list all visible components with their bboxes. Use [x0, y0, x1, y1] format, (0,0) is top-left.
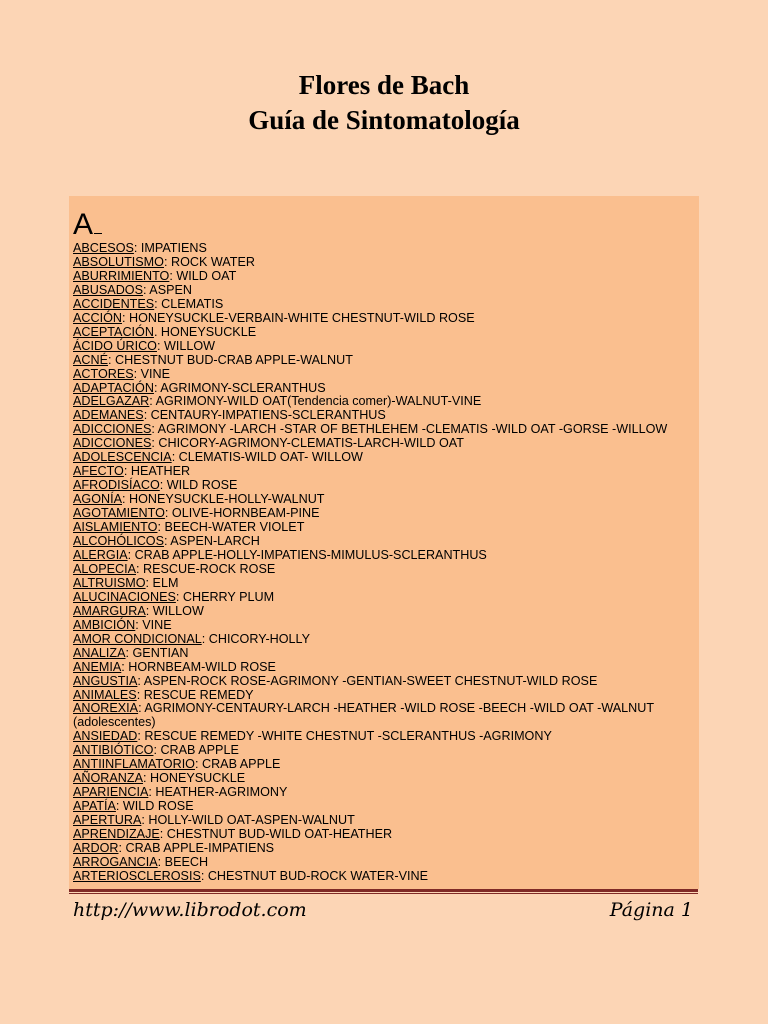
- entry-row: [73, 716, 697, 730]
- entry-remedies: : CHICORY-AGRIMONY-CLEMATIS-LARCH-WILD OAT: [151, 436, 464, 451]
- entry-remedies: : ASPEN-LARCH: [163, 534, 260, 549]
- entry-remedies: : WILD OAT: [169, 268, 237, 283]
- entry-term[interactable]: APARIENCIA: [73, 785, 149, 800]
- entry-row: [73, 395, 697, 409]
- entry-remedies: : WILLOW: [156, 338, 216, 353]
- entry-row: [73, 633, 697, 647]
- entry-row: [73, 856, 697, 870]
- section-letter-underscore: [94, 233, 102, 234]
- entry-term[interactable]: AMBICIÓN: [73, 617, 136, 632]
- entry-term[interactable]: ADICCIONES: [73, 436, 152, 451]
- entry-row: [73, 535, 697, 549]
- entry-remedies: : CHESTNUT BUD-WILD OAT-HEATHER: [159, 827, 393, 842]
- entry-row: [73, 423, 697, 437]
- entry-term[interactable]: ANALIZA: [73, 645, 126, 660]
- entry-row: [73, 437, 697, 451]
- entry-remedies: (adolescentes): [73, 715, 156, 730]
- entry-row: [73, 647, 697, 661]
- entry-remedies: : RESCUE REMEDY: [136, 687, 254, 702]
- entry-term[interactable]: ALTRUISMO: [73, 575, 146, 590]
- entry-row: [73, 800, 697, 814]
- entry-row: [73, 493, 697, 507]
- title-line-2: Guía de Sintomatología: [248, 105, 520, 135]
- entry-row: [73, 368, 697, 382]
- entry-remedies: : HONEYSUCKLE-VERBAIN-WHITE CHESTNUT-WILD ROSE: [121, 310, 475, 325]
- entry-row: [73, 354, 697, 368]
- entry-remedies: : CRAB APPLE-IMPATIENS: [118, 840, 275, 855]
- entry-remedies: : CHESTNUT BUD-CRAB APPLE-WALNUT: [108, 352, 353, 367]
- entry-term[interactable]: ADOLESCENCIA: [73, 450, 172, 465]
- entry-remedies: : ELM: [145, 575, 179, 590]
- entry-term[interactable]: APERTURA: [73, 813, 142, 828]
- entry-remedies: : AGRIMONY-WILD OAT(Tendencia comer)-WALNUT-VINE: [149, 394, 482, 409]
- entry-term[interactable]: ADELGAZAR: [73, 394, 150, 409]
- entry-remedies: : CRAB APPLE: [194, 757, 281, 772]
- entry-term[interactable]: ALERGIA: [73, 547, 128, 562]
- entry-row: [73, 619, 697, 633]
- entry-term[interactable]: AGOTAMIENTO: [73, 506, 165, 521]
- footer-url[interactable]: http://www.librodot.com: [73, 899, 307, 921]
- footer-rule-thick: [69, 889, 698, 892]
- entry-term[interactable]: APRENDIZAJE: [73, 827, 160, 842]
- entry-row: [73, 702, 697, 716]
- entry-remedies: : CHESTNUT BUD-ROCK WATER-VINE: [200, 868, 429, 883]
- entry-remedies: . HONEYSUCKLE: [153, 324, 257, 339]
- glossary-box: [69, 196, 699, 889]
- entry-term[interactable]: AISLAMIENTO: [73, 520, 158, 535]
- document-title: [0, 68, 768, 138]
- entry-term[interactable]: ARROGANCIA: [73, 854, 158, 869]
- footer-rule-thin: [69, 893, 698, 894]
- entry-term[interactable]: AMOR CONDICIONAL: [73, 631, 202, 646]
- entry-remedies: : CENTAURY-IMPATIENS-SCLERANTHUS: [143, 408, 386, 423]
- entry-term[interactable]: ACTORES: [73, 366, 134, 381]
- entry-row: [73, 451, 697, 465]
- entry-remedies: : HOLLY-WILD OAT-ASPEN-WALNUT: [141, 813, 355, 828]
- entry-remedies: : WILLOW: [145, 603, 204, 618]
- entry-term[interactable]: AMARGURA: [73, 603, 146, 618]
- entry-row: [73, 242, 697, 256]
- entry-term[interactable]: ABURRIMIENTO: [73, 268, 170, 283]
- entry-remedies: : WILD ROSE: [159, 478, 238, 493]
- entry-row: [73, 772, 697, 786]
- entry-remedies: : HORNBEAM-WILD ROSE: [121, 659, 276, 674]
- entry-term[interactable]: ACNÉ: [73, 352, 108, 367]
- entry-row: [73, 340, 697, 354]
- entry-term[interactable]: ADAPTACIÓN: [73, 380, 154, 395]
- entry-remedies: : WILD ROSE: [115, 799, 194, 814]
- entry-remedies: : VINE: [133, 366, 171, 381]
- entry-row: [73, 758, 697, 772]
- entry-term[interactable]: ANIMALES: [73, 687, 137, 702]
- entry-term[interactable]: ADEMANES: [73, 408, 144, 423]
- entry-remedies: : BEECH: [157, 854, 209, 869]
- entry-term[interactable]: ANTIBIÓTICO: [73, 743, 154, 758]
- entry-row: [73, 256, 697, 270]
- entry-row: [73, 284, 697, 298]
- entry-term[interactable]: ANEMIA: [73, 659, 122, 674]
- entry-remedies: : RESCUE-ROCK ROSE: [136, 561, 276, 576]
- entry-row: [73, 605, 697, 619]
- entry-row: [73, 591, 697, 605]
- entry-term[interactable]: ALOPECIA: [73, 561, 136, 576]
- entry-term[interactable]: ARDOR: [73, 840, 119, 855]
- entry-term[interactable]: ALCOHÓLICOS: [73, 534, 164, 549]
- entry-remedies: : AGRIMONY -LARCH -STAR OF BETHLEHEM -CLEMATIS -WILD OAT -GORSE -WILLOW: [151, 422, 668, 437]
- entry-row: [73, 744, 697, 758]
- entry-term[interactable]: AFRODISÍACO: [73, 478, 160, 493]
- entry-row: [73, 507, 697, 521]
- entry-remedies: : HONEYSUCKLE-HOLLY-WALNUT: [122, 492, 325, 507]
- entry-term[interactable]: ACCIDENTES: [73, 296, 155, 311]
- entry-row: [73, 842, 697, 856]
- entry-remedies: : GENTIAN: [125, 645, 189, 660]
- entry-row: [73, 828, 697, 842]
- entry-remedies: : HEATHER: [123, 464, 191, 479]
- entry-row: [73, 661, 697, 675]
- entry-term[interactable]: ABUSADOS: [73, 282, 143, 297]
- section-letter: [73, 208, 102, 242]
- title-line-1: Flores de Bach: [298, 70, 470, 100]
- entry-row: [73, 563, 697, 577]
- entry-row: [73, 675, 697, 689]
- entry-row: [73, 870, 697, 884]
- entry-term[interactable]: ACCIÓN: [73, 310, 122, 325]
- entry-remedies: : BEECH-WATER VIOLET: [157, 520, 305, 535]
- entry-remedies: : ROCK WATER: [163, 254, 255, 269]
- entry-row: [73, 549, 697, 563]
- entry-row: [73, 270, 697, 284]
- entry-remedies: : VINE: [135, 617, 172, 632]
- entry-row: [73, 312, 697, 326]
- entry-term[interactable]: ANSIEDAD: [73, 729, 138, 744]
- entry-remedies: : CLEMATIS: [154, 296, 224, 311]
- entry-term[interactable]: AGONÍA: [73, 492, 122, 507]
- entry-remedies: : AGRIMONY-CENTAURY-LARCH -HEATHER -WILD ROSE -BEECH -WILD OAT -WALNUT: [138, 701, 655, 716]
- entry-term[interactable]: AÑORANZA: [73, 771, 143, 786]
- entry-term[interactable]: ADICCIONES: [73, 422, 152, 437]
- entry-term[interactable]: ACEPTACIÓN: [73, 324, 154, 339]
- entry-remedies: : CRAB APPLE-HOLLY-IMPATIENS-MIMULUS-SCLERANTHUS: [127, 547, 487, 562]
- entry-term[interactable]: ALUCINACIONES: [73, 589, 176, 604]
- entry-remedies: : CLEMATIS-WILD OAT- WILLOW: [171, 450, 363, 465]
- entry-remedies: : HEATHER-AGRIMONY: [148, 785, 288, 800]
- entry-term[interactable]: AFECTO: [73, 464, 124, 479]
- entry-remedies: : ASPEN-ROCK ROSE-AGRIMONY -GENTIAN-SWEET CHESTNUT-WILD ROSE: [137, 673, 598, 688]
- entry-term[interactable]: ÁCIDO ÚRICO: [73, 338, 157, 353]
- entry-row: [73, 521, 697, 535]
- entry-row: [73, 382, 697, 396]
- entry-remedies: : AGRIMONY-SCLERANTHUS: [153, 380, 326, 395]
- entry-remedies: : RESCUE REMEDY -WHITE CHESTNUT -SCLERANTHUS -AGRIMONY: [137, 729, 552, 744]
- entry-row: [73, 577, 697, 591]
- entry-term[interactable]: ABSOLUTISMO: [73, 254, 164, 269]
- entry-remedies: : HONEYSUCKLE: [142, 771, 246, 786]
- entry-row: [73, 326, 697, 340]
- entry-remedies: : IMPATIENS: [133, 241, 207, 255]
- entry-term[interactable]: ABCESOS: [73, 241, 134, 255]
- entry-term[interactable]: ANTIINFLAMATORIO: [73, 757, 195, 772]
- entry-term[interactable]: ANOREXIA: [73, 701, 139, 716]
- entry-remedies: : ASPEN: [143, 282, 192, 297]
- entry-row: [73, 689, 697, 703]
- footer-page-number: Página 1: [609, 899, 693, 921]
- entry-list: [73, 242, 697, 884]
- entry-row: [73, 814, 697, 828]
- entry-term[interactable]: APATÍA: [73, 799, 116, 814]
- entry-remedies: : CHERRY PLUM: [175, 589, 275, 604]
- entry-term[interactable]: ARTERIOSCLEROSIS: [73, 868, 201, 883]
- entry-term[interactable]: ANGUSTIA: [73, 673, 138, 688]
- section-letter-text: A: [73, 208, 94, 241]
- entry-row: [73, 409, 697, 423]
- entry-remedies: : OLIVE-HORNBEAM-PINE: [164, 506, 320, 521]
- entry-remedies: : CHICORY-HOLLY: [201, 631, 310, 646]
- entry-row: [73, 298, 697, 312]
- entry-remedies: : CRAB APPLE: [153, 743, 239, 758]
